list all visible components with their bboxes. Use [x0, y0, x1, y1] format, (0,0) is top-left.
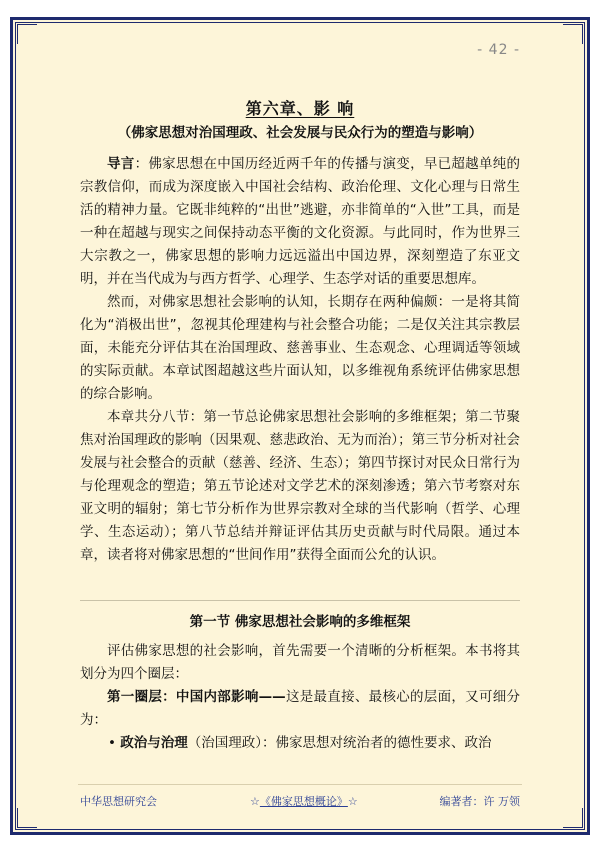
intro-body [80, 153, 520, 567]
bullet-item [80, 732, 520, 755]
chapter-title [0, 96, 600, 119]
intro-paragraph-2: 然而，对佛家思想社会影响的认知，长期存在两种偏颇：一是将其简化为“消极出世”，忽视其伦理建构与社会整合功能；二是仅关注其宗教层面，未能充分评估其在治国理政、慈善事业、生态观念、心理调适等领域的实际贡献。本章试图超越这些片面认知，以多维视角系统评估佛家思想的综合影响。 [80, 294, 520, 402]
star-icon: ☆ [250, 795, 260, 808]
footer-publisher: 中华思想研究会 [80, 795, 157, 808]
chapter-title-text: 第六章、影 响 [245, 99, 355, 118]
layer-1-paragraph [80, 686, 520, 732]
intro-paragraph-3: 本章共分八节：第一节总论佛家思想社会影响的多维框架；第二节聚焦对治国理政的影响（因果观、慈悲政治、无为而治）；第三节分析对社会发展与社会整合的贡献（慈善、经济、生态）；第四节探讨对民众日常行为与伦理观念的塑造；第五节论述对文学艺术的深刻渗透；第六节考察对东亚文明的辐射；第七节分析作为世界宗教对全球的当代影响（哲学、心理学、生态运动）；第八节总结并辩证评估其历史贡献与时代局限。通过本章，读者将对佛家思想的“世间作用”获得全面而公允的认识。 [80, 409, 520, 563]
star-icon: ☆ [347, 795, 358, 808]
chapter-subtitle: （佛家思想对治国理政、社会发展与民众行为的塑造与影响） [117, 125, 483, 141]
page-number: - 42 - [477, 42, 520, 58]
corner-ornament [563, 808, 583, 828]
footer-book-title [250, 793, 358, 809]
corner-ornament [17, 808, 37, 828]
section-paragraph-1: 评估佛家思想的社会影响，首先需要一个清晰的分析框架。本书将其划分为四个圈层： [80, 643, 520, 682]
footer-author: 编著者：许 万领 [439, 795, 520, 808]
corner-ornament [17, 24, 37, 44]
layer-1-text: 这是最直接、最核心的层面，又可细分为： [80, 689, 521, 728]
corner-ornament [563, 24, 583, 44]
bullet-1-lead: 政治与治理 [120, 735, 188, 751]
footer-divider [78, 784, 522, 785]
intro-paragraph-1 [80, 153, 520, 291]
section-divider [80, 600, 520, 601]
book-title-link[interactable]: 《佛家思想概论》 [259, 795, 348, 808]
bullet-dot: • [108, 735, 121, 751]
intro-paragraph-1-text: ：佛家思想在中国历经近两千年的传播与演变，早已超越单纯的宗教信仰，而成为深度嵌入中国社会结构、政治伦理、文化心理与日常生活的精神力量。它既非纯粹的“出世”逃避，亦非简单的“入世”工具，而是一种在超越与现实之间保持动态平衡的文化资源。与此同时，作为世界三大宗教之一，佛家思想的影响力远远溢出中国边界，深刻塑造了东亚文明，并在当代成为与西方哲学、心理学、生态学对话的重要思想库。 [80, 156, 521, 287]
section-title: 第一节 佛家思想社会影响的多维框架 [189, 614, 411, 630]
intro-lead: 导言 [107, 156, 135, 172]
layer-1-lead: 第一圈层：中国内部影响—— [107, 689, 286, 705]
bullet-1-text: （治国理政）：佛家思想对统治者的德性要求、政治 [187, 735, 492, 751]
section-body [80, 640, 520, 755]
